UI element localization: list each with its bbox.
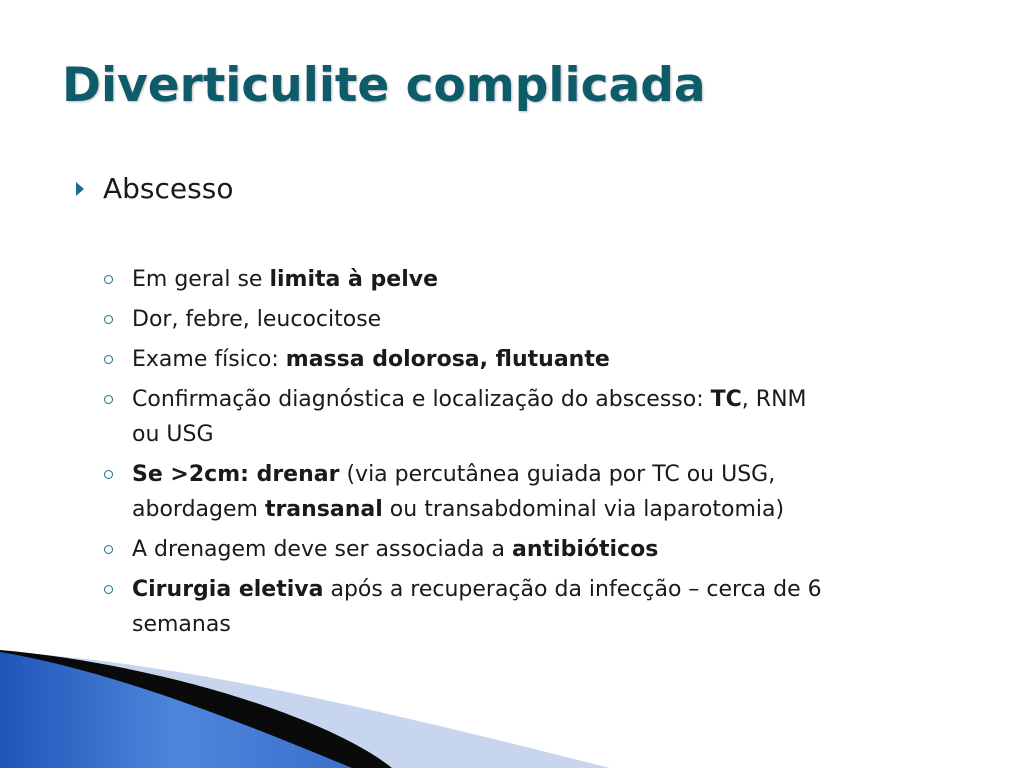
sub-bullet-item xyxy=(104,572,984,642)
sub-bullet-line xyxy=(132,417,984,452)
text-segment: ou transabdominal via laparotomia) xyxy=(382,497,785,522)
text-segment: Dor, febre, leucocitose xyxy=(132,307,382,332)
sub-bullet-line xyxy=(132,342,984,377)
sub-bullet-item xyxy=(104,532,984,567)
circle-bullet-icon xyxy=(104,585,113,594)
bold-text-segment: massa dolorosa, flutuante xyxy=(285,347,610,372)
sub-bullet-line xyxy=(132,572,984,607)
text-segment: (via percutânea guiada por TC ou USG, xyxy=(339,462,776,487)
triangle-bullet-icon xyxy=(76,182,84,196)
text-segment: após a recuperação da infecção – cerca de 6 xyxy=(323,577,822,602)
bold-text-segment: limita à pelve xyxy=(269,267,438,292)
light-blue-swoosh xyxy=(0,652,610,768)
circle-bullet-icon xyxy=(104,355,113,364)
text-segment: Em geral se xyxy=(132,267,270,292)
main-bullet xyxy=(76,172,233,205)
text-segment: abordagem xyxy=(132,497,265,522)
bold-text-segment: antibióticos xyxy=(512,537,659,562)
sub-bullet-line xyxy=(132,607,984,642)
text-segment: Confirmação diagnóstica e localização do abscesso: xyxy=(132,387,711,412)
slide-title: Diverticulite complicada xyxy=(62,58,706,113)
sub-bullet-line xyxy=(132,262,984,297)
sub-bullet-line xyxy=(132,382,984,417)
main-bullet-text: Abscesso xyxy=(103,172,234,205)
text-segment: ou USG xyxy=(132,422,214,447)
sub-bullet-item xyxy=(104,302,984,337)
circle-bullet-icon xyxy=(104,470,113,479)
circle-bullet-icon xyxy=(104,395,113,404)
circle-bullet-icon xyxy=(104,545,113,554)
text-segment: Exame físico: xyxy=(132,347,286,372)
sub-bullet-item xyxy=(104,382,984,452)
bold-text-segment: Cirurgia eletiva xyxy=(132,577,324,602)
sub-bullet-line xyxy=(132,492,984,527)
sub-bullet-line xyxy=(132,532,984,567)
bold-text-segment: Se >2cm: drenar xyxy=(132,462,340,487)
sub-bullet-line xyxy=(132,457,984,492)
sub-bullet-item xyxy=(104,342,984,377)
text-segment: A drenagem deve ser associada a xyxy=(132,537,513,562)
bold-text-segment: TC xyxy=(710,387,742,412)
text-segment: , RNM xyxy=(741,387,807,412)
text-segment: semanas xyxy=(132,612,231,637)
circle-bullet-icon xyxy=(104,315,113,324)
blue-swoosh xyxy=(0,652,352,768)
black-swoosh xyxy=(0,650,392,768)
circle-bullet-icon xyxy=(104,275,113,284)
bold-text-segment: transanal xyxy=(264,497,383,522)
sub-bullet-item xyxy=(104,262,984,297)
sub-bullet-list xyxy=(104,262,984,647)
sub-bullet-item xyxy=(104,457,984,527)
sub-bullet-line xyxy=(132,302,984,337)
